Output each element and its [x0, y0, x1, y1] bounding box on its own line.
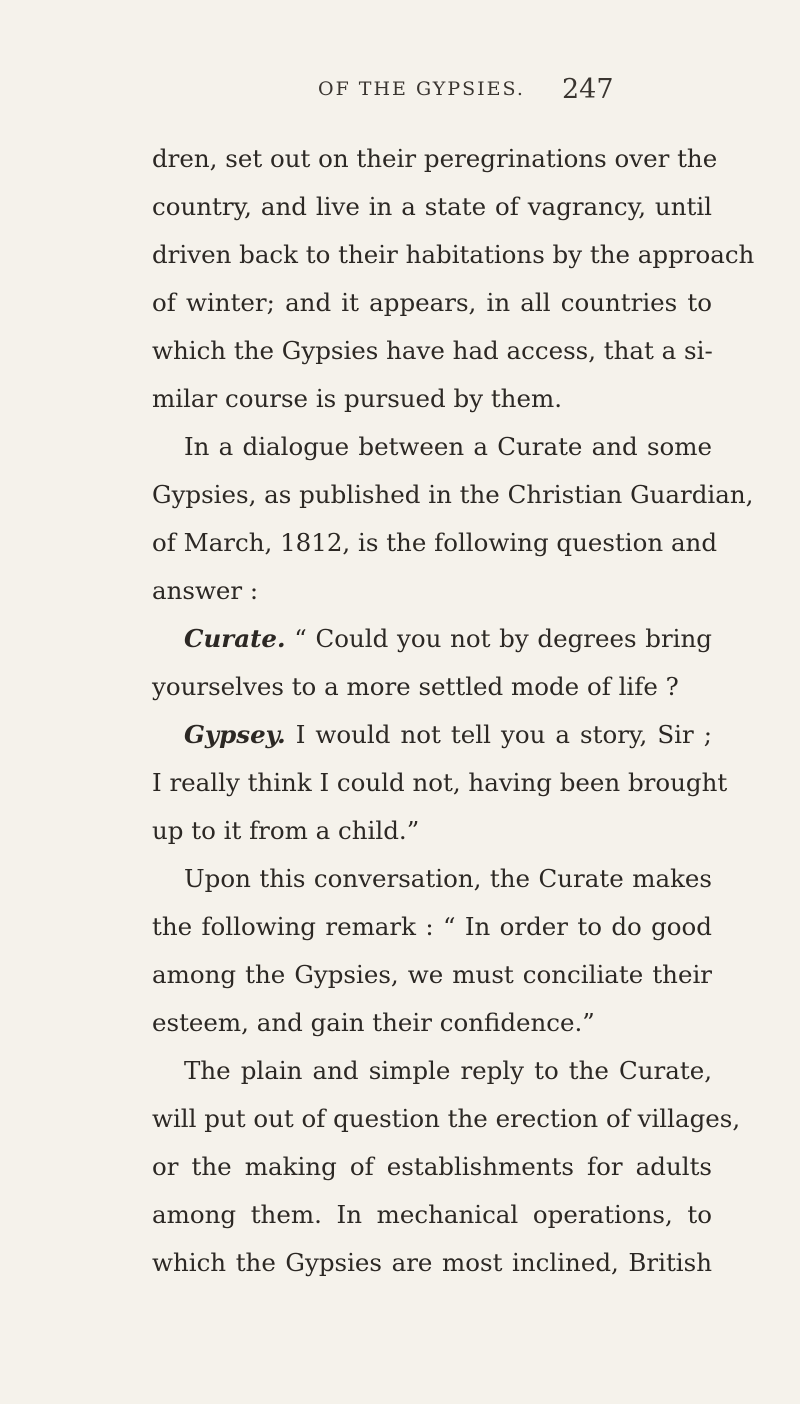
running-title: OF THE GYPSIES. [318, 78, 525, 100]
dialogue-line: Curate. “ Could you not by degrees bring [184, 624, 712, 653]
text-line: Gypsies, as published in the Christian Guardian, [152, 480, 754, 509]
running-head [0, 74, 800, 118]
body-text [152, 135, 755, 1287]
text-line: up to it from a child.” [152, 816, 420, 845]
text-line: esteem, and gain their confidence.” [152, 1008, 595, 1037]
text-line: or the making of establishments for adults [152, 1152, 712, 1181]
text-line: yourselves to a more settled mode of life ? [152, 672, 679, 701]
text-line: which the Gypsies are most inclined, British [152, 1248, 712, 1277]
text-line: In a dialogue between a Curate and some [184, 432, 712, 461]
text-line: dren, set out on their peregrinations over the [152, 144, 718, 173]
text-line: milar course is pursued by them. [152, 384, 562, 413]
page-number: 247 [562, 74, 614, 105]
text-line: I really think I could not, having been brought [152, 768, 728, 797]
text-line: driven back to their habitations by the approach [152, 240, 755, 269]
text-line: of March, 1812, is the following question and [152, 528, 718, 557]
text-line: the following remark : “ In order to do good [152, 912, 712, 941]
text-line: country, and live in a state of vagrancy, until [152, 192, 712, 221]
text-line: will put out of question the erection of villages, [152, 1104, 741, 1133]
text-line: Upon this conversation, the Curate makes [184, 864, 712, 893]
text-line: among the Gypsies, we must conciliate their [152, 960, 712, 989]
text-line: among them. In mechanical operations, to [152, 1200, 712, 1229]
speaker-label: Gypsey. [184, 720, 286, 749]
text-line: of winter; and it appears, in all countries to [152, 288, 712, 317]
text-line: which the Gypsies have had access, that a si- [152, 336, 713, 365]
speaker-label: Curate. [184, 624, 286, 653]
text-line: The plain and simple reply to the Curate, [184, 1056, 712, 1085]
dialogue-line: Gypsey. I would not tell you a story, Sir ; [184, 720, 712, 749]
text-line: answer : [152, 576, 259, 605]
